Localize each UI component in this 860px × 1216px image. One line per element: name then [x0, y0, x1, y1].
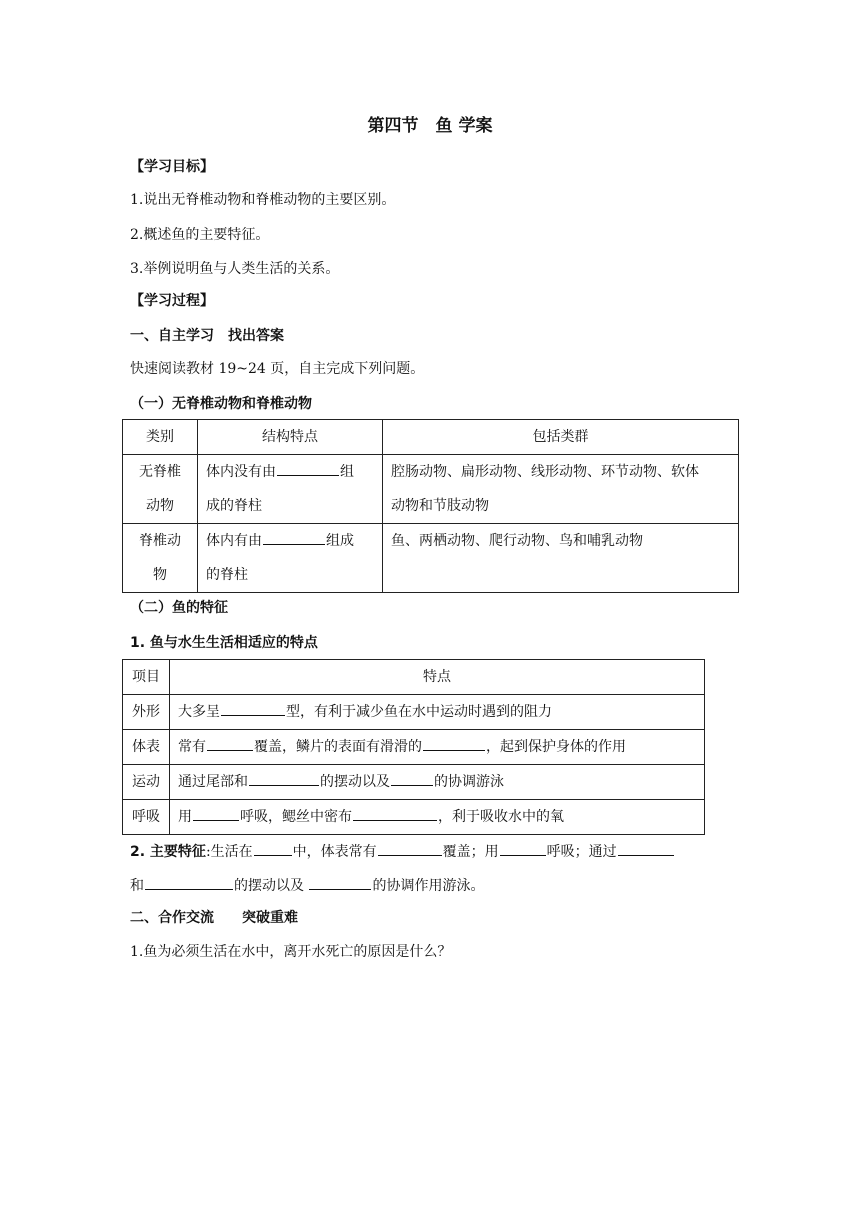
table-row: [123, 695, 705, 730]
table1-cell-structure: 体内有由 组成 的脊柱: [198, 524, 383, 593]
fill-blank[interactable]: [500, 840, 546, 856]
fill-blank[interactable]: [254, 840, 292, 856]
point2-line1: 2. 主要特征:生活在 中，体表常有 覆盖；用 呼吸；通过: [130, 840, 675, 862]
subsection2-heading: （二）鱼的特征: [130, 600, 228, 616]
fish-features-table: [122, 659, 705, 835]
table2-cell-features: 常有 覆盖，鳞片的表面有滑滑的 ，起到保护身体的作用: [170, 730, 705, 765]
table-row: [123, 800, 705, 835]
process-heading: 【学习过程】: [130, 293, 214, 309]
table2-cell-item: 外形: [123, 695, 170, 730]
table1-cell-groups: 腔肠动物、扁形动物、线形动物、环节动物、软体 动物和节肢动物: [383, 455, 739, 524]
table2-cell-item: 运动: [123, 765, 170, 800]
table-row: [123, 730, 705, 765]
table2-cell-item: 呼吸: [123, 800, 170, 835]
table1-header-structure: 结构特点: [198, 420, 383, 455]
table2-cell-features: 大多呈 型，有利于减少鱼在水中运动时遇到的阻力: [170, 695, 705, 730]
table2-cell-features: 用 呼吸，鳃丝中密布 ，利于吸收水中的氧: [170, 800, 705, 835]
part2-heading: 二、合作交流 突破重难: [130, 910, 298, 926]
fill-blank[interactable]: [378, 840, 442, 856]
fill-blank[interactable]: [263, 529, 325, 545]
table-row: [123, 455, 739, 524]
fill-blank[interactable]: [207, 735, 253, 751]
fill-blank[interactable]: [277, 460, 339, 476]
table1-cell-category: 无脊椎 动物: [123, 455, 198, 524]
table1-cell-category: 脊椎动 物: [123, 524, 198, 593]
fill-blank[interactable]: [145, 874, 233, 890]
objective-item-2: 2.概述鱼的主要特征。: [130, 227, 270, 243]
objectives-heading: 【学习目标】: [130, 159, 214, 175]
table2-header-item: 项目: [123, 660, 170, 695]
table1-cell-groups: 鱼、两栖动物、爬行动物、鸟和哺乳动物: [383, 524, 739, 593]
table1-header-category: 类别: [123, 420, 198, 455]
fill-blank[interactable]: [391, 770, 433, 786]
subsection1-heading: （一）无脊椎动物和脊椎动物: [130, 396, 312, 412]
point1-heading: 1. 鱼与水生生活相适应的特点: [130, 635, 318, 651]
table-row: [123, 765, 705, 800]
vertebrate-comparison-table: [122, 419, 739, 593]
fill-blank[interactable]: [221, 700, 285, 716]
table2-header-features: 特点: [170, 660, 705, 695]
fill-blank[interactable]: [309, 874, 371, 890]
fill-blank[interactable]: [618, 840, 674, 856]
table2-cell-features: 通过尾部和 的摆动以及 的协调游泳: [170, 765, 705, 800]
objective-item-3: 3.举例说明鱼与人类生活的关系。: [130, 261, 340, 277]
part2-question-1: 1.鱼为必须生活在水中，离开水死亡的原因是什么？: [130, 944, 452, 960]
fill-blank[interactable]: [193, 805, 239, 821]
page-title: 第四节 鱼 学案: [367, 116, 493, 136]
objective-item-1: 1.说出无脊椎动物和脊椎动物的主要区别。: [130, 192, 396, 208]
table1-header-groups: 包括类群: [383, 420, 739, 455]
fill-blank[interactable]: [423, 735, 485, 751]
point2-line2: 和 的摆动以及 的协调作用游泳。: [130, 874, 484, 896]
part1-intro: 快速阅读教材 19~24 页，自主完成下列问题。: [130, 361, 425, 377]
fill-blank[interactable]: [353, 805, 437, 821]
point2-label: 2. 主要特征: [130, 844, 206, 860]
table1-cell-structure: 体内没有由 组 成的脊柱: [198, 455, 383, 524]
table-row: [123, 524, 739, 593]
part1-heading: 一、自主学习 找出答案: [130, 328, 284, 344]
fill-blank[interactable]: [249, 770, 319, 786]
table2-cell-item: 体表: [123, 730, 170, 765]
